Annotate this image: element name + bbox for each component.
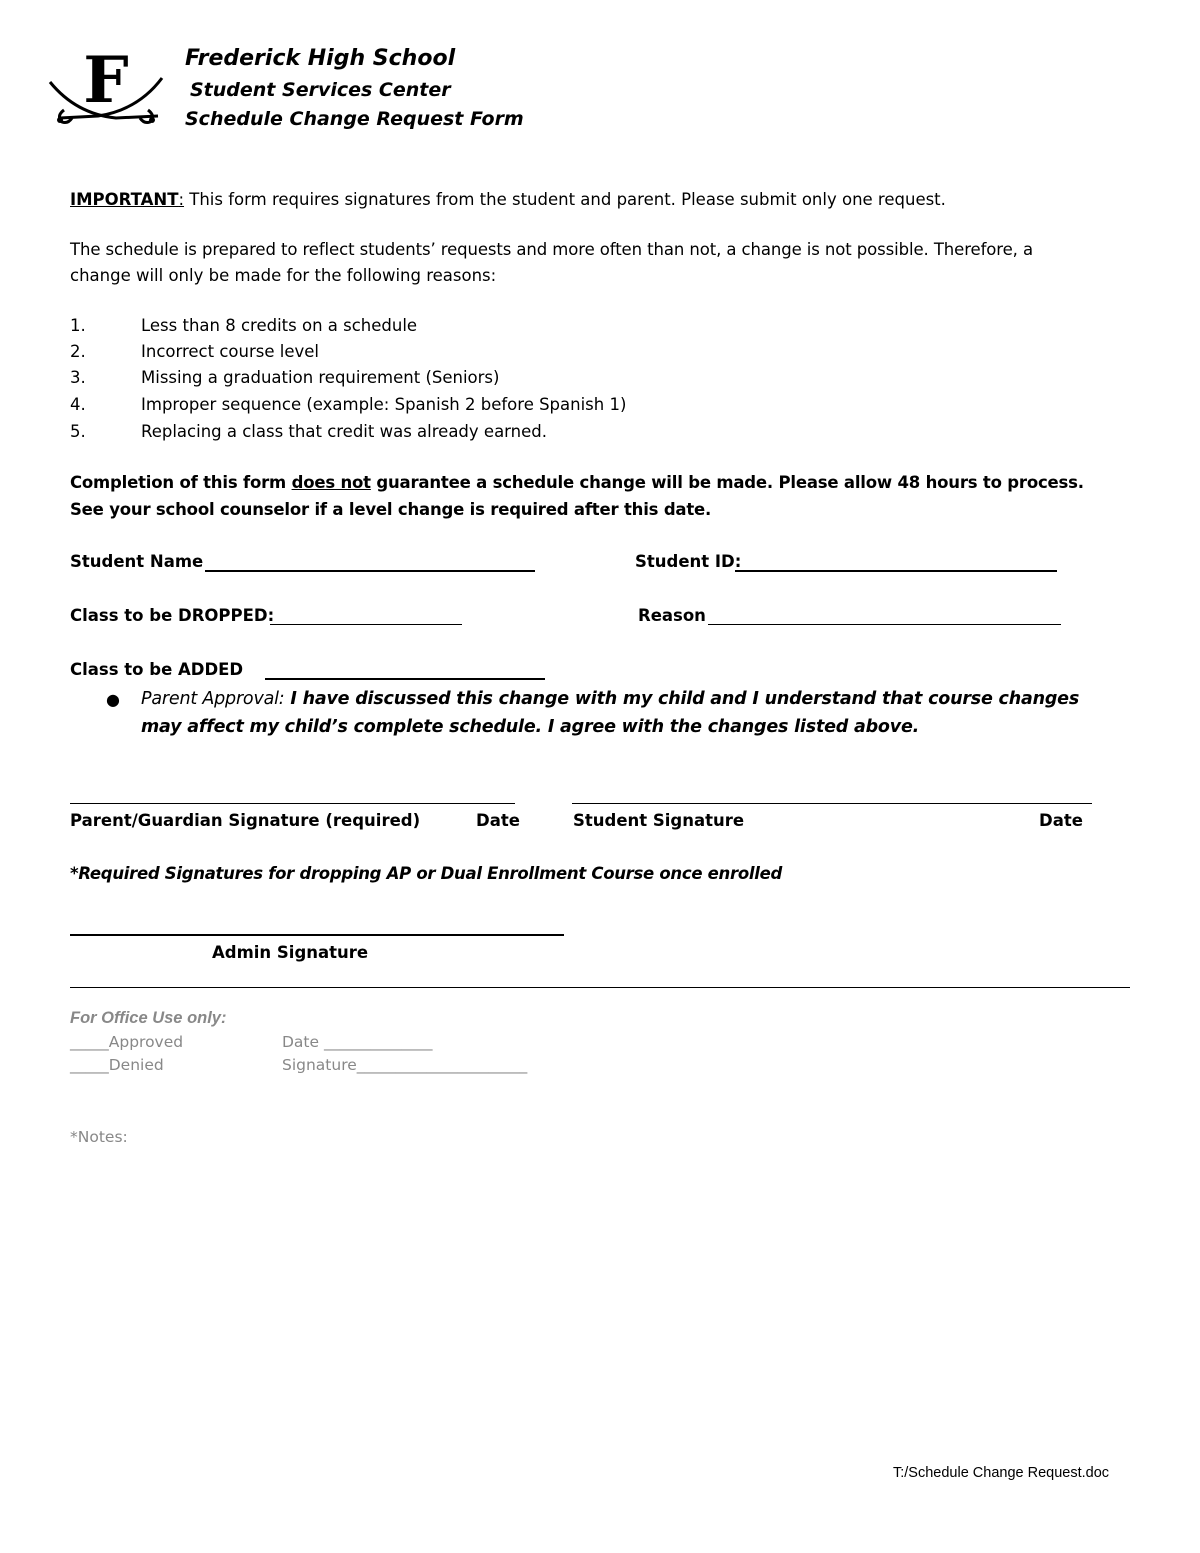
student-date-label: Date [1039, 811, 1083, 830]
section-divider [70, 987, 1130, 988]
admin-signature-field[interactable] [70, 934, 564, 936]
list-text: Improper sequence (example: Spanish 2 before Spanish 1) [141, 395, 627, 414]
reason-label: Reason [638, 606, 706, 625]
notice-part2: guarantee a schedule change will be made. Please allow 48 hours to process. [370, 473, 1084, 492]
required-signatures-note: *Required Signatures for dropping AP or Dual Enrollment Course once enrolled [70, 864, 782, 883]
footer-filename: T:/Schedule Change Request.doc [893, 1465, 1110, 1481]
denied-label: Denied [108, 1056, 164, 1074]
notes-label: *Notes: [70, 1128, 128, 1146]
class-dropped-label: Class to be DROPPED: [70, 606, 275, 625]
parent-signature-label: Parent/Guardian Signature (required) [70, 811, 421, 830]
denied-row [70, 1056, 164, 1074]
school-name: Frederick High School [185, 46, 456, 71]
notice-line-2: See your school counselor if a level change is required after this date. [70, 500, 712, 519]
notice-line-1 [70, 473, 1084, 492]
list-number: 1. [70, 316, 86, 335]
approval-bullet: ● [106, 690, 120, 709]
class-dropped-field[interactable] [270, 624, 462, 625]
student-signature-field[interactable] [572, 803, 1092, 804]
reason-field[interactable] [708, 624, 1061, 625]
office-date-label: Date [282, 1033, 320, 1051]
list-item [70, 342, 319, 361]
approved-blank[interactable]: _____ [70, 1033, 109, 1051]
parent-signature-field[interactable] [70, 803, 515, 804]
office-date-blank[interactable]: ______________ [324, 1033, 433, 1051]
list-number: 5. [70, 422, 86, 441]
student-id-field[interactable] [735, 570, 1057, 572]
office-signature-row [282, 1056, 527, 1074]
school-logo [46, 44, 166, 129]
office-signature-blank[interactable]: ______________________ [356, 1056, 528, 1074]
approval-line-1 [141, 689, 1079, 709]
student-name-field[interactable] [205, 570, 535, 572]
office-date-row [282, 1033, 433, 1051]
list-item [70, 368, 499, 387]
important-label: IMPORTANT [70, 190, 179, 209]
class-added-label: Class to be ADDED [70, 660, 244, 679]
form-title: Schedule Change Request Form [185, 108, 524, 130]
student-name-label: Student Name [70, 552, 204, 571]
list-number: 3. [70, 368, 86, 387]
student-signature-label: Student Signature [573, 811, 745, 830]
crossed-swords-logo [46, 44, 166, 129]
intro-line-2: change will only be made for the following reasons: [70, 266, 497, 285]
notice-underlined: does not [291, 473, 371, 492]
list-number: 4. [70, 395, 86, 414]
list-item [70, 422, 547, 441]
list-text: Replacing a class that credit was already earned. [141, 422, 547, 441]
center-name: Student Services Center [190, 79, 451, 101]
notice-part1: Completion of this form [70, 473, 292, 492]
important-colon: : [178, 190, 185, 209]
important-line [70, 190, 946, 209]
approval-line-2: may affect my child’s complete schedule. I agree with the changes listed above. [141, 717, 920, 737]
important-text: This form requires signatures from the student and parent. Please submit only one request. [184, 190, 946, 209]
office-use-title: For Office Use only: [70, 1009, 227, 1027]
list-item [70, 395, 626, 414]
list-number: 2. [70, 342, 86, 361]
parent-date-label: Date [476, 811, 520, 830]
approval-text-1: I have discussed this change with my child and I understand that course changes [284, 689, 1080, 709]
class-added-field[interactable] [265, 678, 545, 680]
list-text: Less than 8 credits on a schedule [141, 316, 418, 335]
intro-line-1: The schedule is prepared to reflect students’ requests and more often than not, a change is not possible. Therefore, a [70, 240, 1033, 259]
logo-letter: F [83, 44, 129, 118]
approval-label: Parent Approval: [141, 689, 285, 709]
student-id-label: Student ID: [635, 552, 742, 571]
list-item [70, 316, 417, 335]
list-text: Incorrect course level [141, 342, 319, 361]
approved-label: Approved [108, 1033, 184, 1051]
list-text: Missing a graduation requirement (Seniors) [141, 368, 500, 387]
office-signature-label: Signature [282, 1056, 357, 1074]
admin-signature-label: Admin Signature [212, 943, 369, 962]
denied-blank[interactable]: _____ [70, 1056, 109, 1074]
approved-row [70, 1033, 183, 1051]
